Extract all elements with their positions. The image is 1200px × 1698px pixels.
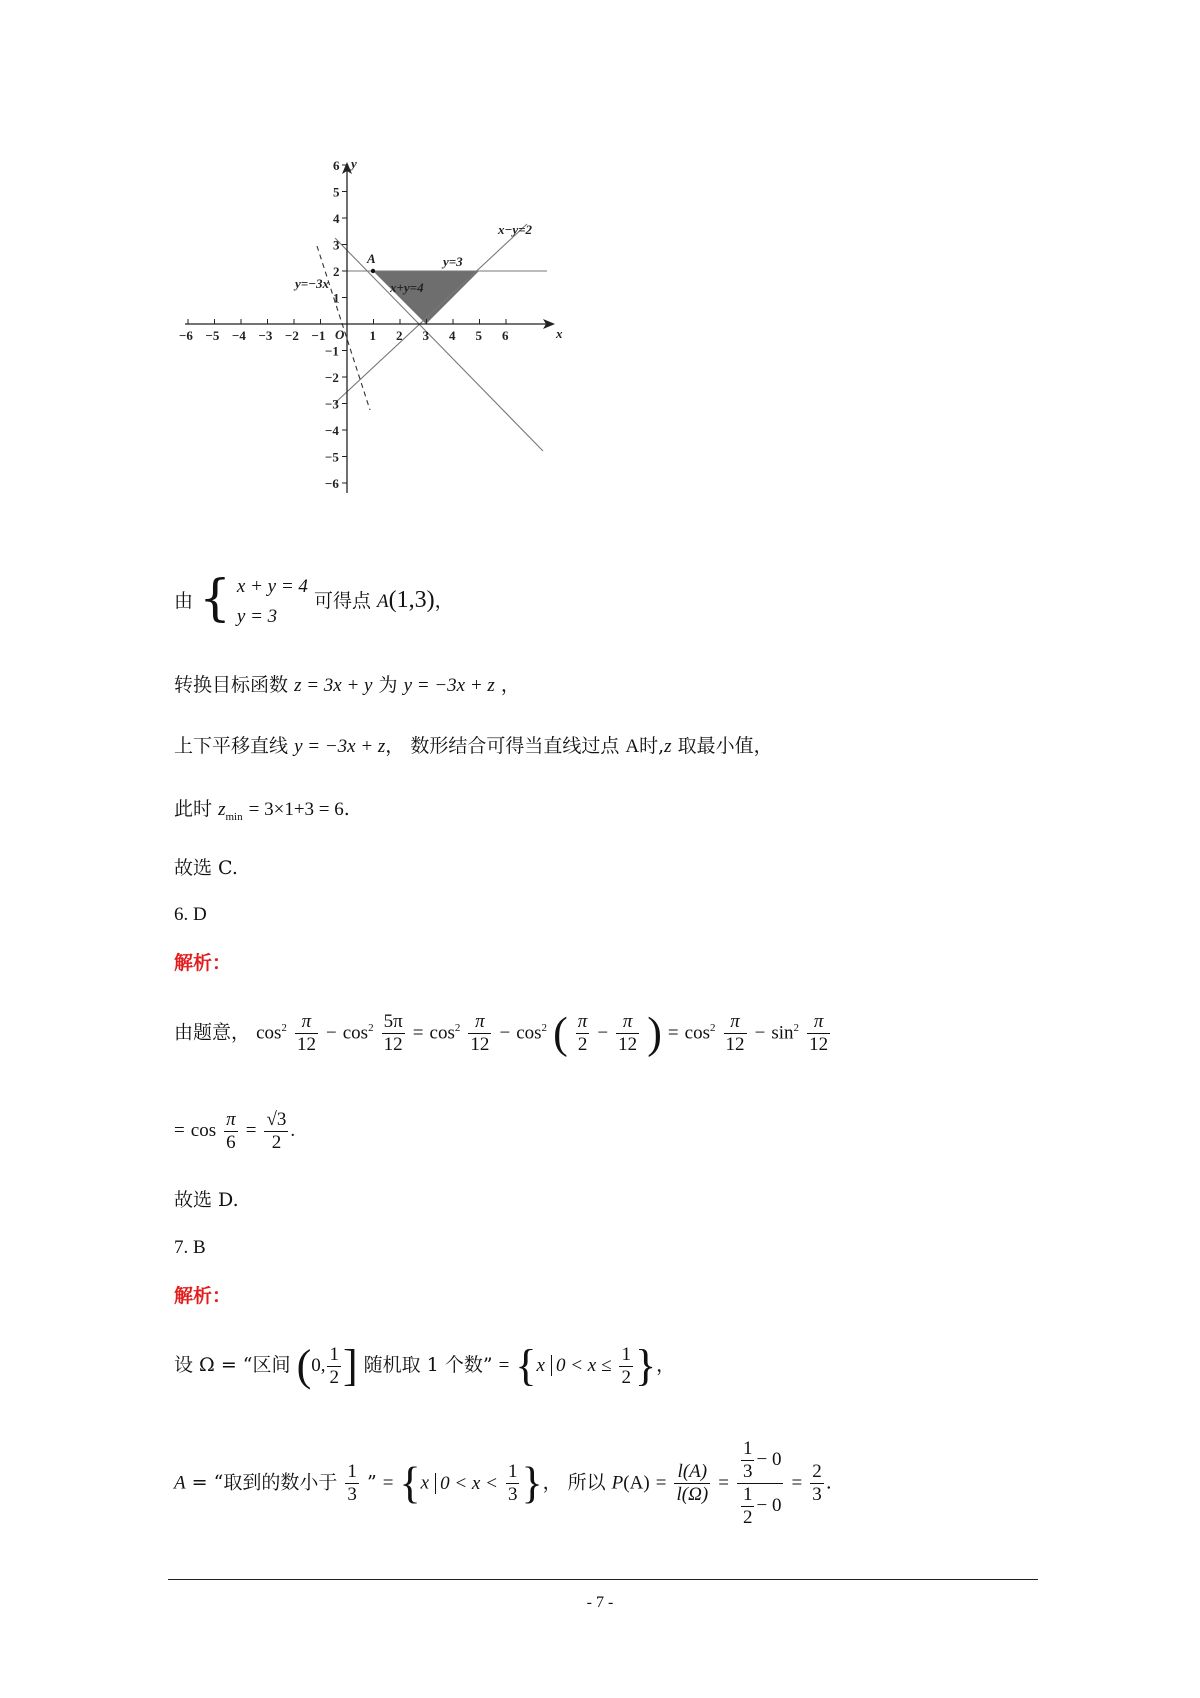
prob-arg: (A): [623, 1472, 650, 1494]
analysis-heading-7: 解析：: [174, 1285, 232, 1307]
equals: =: [667, 1022, 679, 1044]
interval-zero: 0,: [311, 1355, 326, 1376]
punct: .: [343, 798, 350, 820]
set-right: }: [521, 1458, 543, 1508]
den: 2: [577, 1033, 588, 1055]
den: 12: [296, 1033, 316, 1055]
y-tick-label: 6: [333, 158, 340, 173]
line-cos-result: [174, 1105, 295, 1156]
num: 1: [507, 1461, 518, 1482]
text-so: ， 所以: [542, 1471, 606, 1494]
minus: −: [754, 1022, 766, 1044]
answer-5: 故选 C.: [174, 857, 238, 879]
x-tick-label: 3: [422, 328, 429, 343]
equals: =: [791, 1472, 803, 1494]
equals: =: [174, 1120, 185, 1141]
den: 2: [271, 1131, 282, 1153]
square: 2: [281, 1022, 287, 1034]
num: √3: [266, 1108, 287, 1130]
point-a-marker: [371, 269, 375, 273]
x-tick-label: −2: [285, 328, 299, 343]
set-left: {: [399, 1458, 421, 1508]
text-then: 此时: [174, 798, 213, 820]
den: [737, 1484, 783, 1529]
num: [737, 1438, 783, 1484]
line-x-plus-y-eq-4: [335, 238, 543, 451]
den: 12: [725, 1033, 745, 1055]
fraction: [382, 1011, 405, 1056]
equals: =: [412, 1022, 424, 1044]
punct: ，: [434, 590, 454, 612]
den: l(Ω): [676, 1484, 709, 1505]
fraction: [506, 1461, 520, 1506]
origin-label: O: [335, 327, 345, 342]
num: π: [807, 1011, 830, 1034]
fraction: [616, 1011, 639, 1056]
y-tick-label: −5: [325, 449, 339, 465]
line-equation: y = −3x + z: [403, 675, 495, 696]
minus: −: [499, 1022, 511, 1044]
analysis-heading-6: 解析：: [174, 952, 232, 974]
fraction: [741, 1484, 755, 1529]
text-random: 随机取 1 个数”: [363, 1354, 493, 1376]
cos: cos: [190, 1120, 217, 1141]
equals: =: [382, 1472, 394, 1494]
den: 3: [742, 1461, 753, 1482]
square: 2: [793, 1022, 800, 1034]
objective-function: z = 3x + y: [294, 675, 373, 696]
den: 12: [383, 1033, 403, 1055]
event-a: A: [174, 1472, 186, 1494]
num: 2: [812, 1461, 822, 1482]
fraction: [468, 1011, 491, 1056]
x-tick-label: −3: [258, 328, 273, 343]
cos: cos: [516, 1022, 542, 1044]
x-tick-label: 4: [449, 328, 456, 343]
num: π: [616, 1011, 639, 1034]
num: 1: [347, 1461, 357, 1482]
num: π: [724, 1011, 747, 1034]
cos: cos: [429, 1022, 455, 1044]
text-min: 取最小值，: [677, 735, 773, 757]
line-x-minus-y-eq-2: [335, 224, 527, 403]
y-tick-label: −4: [325, 423, 339, 438]
cos: cos: [342, 1022, 369, 1044]
equation-2: y = 3: [236, 606, 278, 627]
fraction: [345, 1461, 359, 1506]
fraction: [224, 1109, 238, 1154]
den: 3: [812, 1484, 822, 1505]
compound-fraction: [737, 1438, 783, 1529]
num: 5π: [383, 1010, 403, 1032]
x-tick-label: 2: [396, 328, 403, 343]
equation-system: [237, 572, 308, 632]
equals: =: [655, 1472, 667, 1494]
minus-zero: − 0: [756, 1448, 782, 1470]
den: 2: [329, 1366, 339, 1388]
footer-rule: [168, 1579, 1038, 1580]
cos: cos: [256, 1022, 282, 1044]
page-number: - 7 -: [586, 1594, 614, 1611]
punct: .: [290, 1120, 296, 1141]
set-left: {: [515, 1341, 537, 1390]
x-tick-label: −1: [311, 328, 326, 343]
den: 2: [742, 1507, 753, 1528]
fraction: [674, 1461, 710, 1506]
num: π: [226, 1108, 236, 1130]
x-tick-label: 5: [475, 328, 482, 343]
text-less-than: = “取到的数小于: [191, 1471, 338, 1494]
text-objective: 转换目标函数: [174, 674, 289, 696]
fraction: [810, 1461, 824, 1506]
label-point-a: A: [367, 251, 376, 266]
y-tick-label: −3: [325, 396, 339, 412]
text-point: 可得点: [313, 590, 371, 612]
answer-6: 故选 D.: [174, 1189, 239, 1211]
y-tick-label: 3: [333, 237, 340, 253]
quote: ”: [366, 1471, 377, 1494]
num: π: [577, 1010, 588, 1032]
num: 1: [742, 1484, 753, 1505]
fraction: [295, 1011, 318, 1056]
den: 12: [809, 1033, 829, 1055]
x-tick-label: 6: [502, 328, 509, 343]
x-tick-label: −6: [179, 328, 193, 343]
equals: =: [718, 1472, 729, 1494]
x-tick-label: −5: [205, 328, 220, 343]
text-translate: 上下平移直线: [174, 735, 289, 757]
set-condition: 0 < x <: [435, 1473, 498, 1494]
system-brace: {: [199, 569, 231, 627]
set-condition: 0 < x ≤: [551, 1355, 611, 1376]
equation-1: x + y = 4: [236, 576, 308, 597]
equals: =: [498, 1355, 510, 1376]
text-you: 由: [174, 590, 194, 612]
y-tick-label: −6: [325, 476, 339, 491]
punct: .: [825, 1471, 832, 1494]
line-objective: [174, 672, 520, 699]
var-z: z: [664, 736, 672, 757]
line-translate: [174, 733, 773, 760]
fraction: [807, 1011, 830, 1056]
line-cos-expression: [174, 1003, 832, 1058]
den: 2: [621, 1366, 631, 1388]
fraction: [327, 1344, 341, 1389]
x-tick-label: −4: [232, 328, 246, 343]
label-y-eq-3: y=3: [443, 254, 463, 269]
den: 6: [226, 1131, 236, 1153]
x-axis-label: x: [556, 326, 563, 341]
y-tick-label: 4: [333, 211, 340, 226]
interval-right: ]: [342, 1341, 358, 1390]
num: 1: [742, 1438, 753, 1459]
text-when: 时,: [639, 735, 665, 757]
square: 2: [368, 1022, 374, 1034]
fraction: [619, 1344, 633, 1389]
text-omega: 设 Ω = “区间: [174, 1354, 291, 1376]
fraction: [741, 1438, 755, 1483]
label-x-plus-y: x+y=4: [390, 280, 424, 295]
fraction: [576, 1011, 590, 1056]
minus-zero: − 0: [756, 1494, 782, 1516]
square: 2: [541, 1022, 548, 1034]
cos: cos: [684, 1022, 710, 1044]
y-tick-label: 2: [333, 264, 340, 279]
var-x: x: [536, 1355, 545, 1376]
fraction: [264, 1109, 288, 1154]
sin: sin: [771, 1022, 794, 1044]
den: 3: [347, 1484, 357, 1505]
line-equation: y = −3x + z: [294, 736, 386, 757]
text-by-problem: 由题意，: [174, 1021, 251, 1044]
y-tick-label: −2: [325, 370, 339, 385]
num: π: [295, 1011, 318, 1034]
num: π: [468, 1011, 491, 1034]
prob-p: P: [611, 1472, 624, 1494]
den: 12: [470, 1033, 490, 1055]
paren-left: (: [553, 1008, 568, 1058]
line-omega: [174, 1340, 675, 1391]
den: 3: [507, 1484, 518, 1505]
var-x: x: [420, 1472, 430, 1494]
text-combine: ， 数形结合可得当直线过点: [385, 735, 620, 757]
y-tick-label: 1: [333, 290, 340, 306]
den: 12: [618, 1033, 638, 1055]
fraction: [724, 1011, 747, 1056]
num: 1: [329, 1343, 339, 1365]
square: 2: [709, 1022, 716, 1034]
paren-right: ): [647, 1008, 662, 1058]
num: l(A): [674, 1461, 710, 1484]
line-zmin: [174, 796, 350, 830]
label-y-neg3x: y=−3x: [295, 276, 330, 291]
minus: −: [325, 1022, 337, 1044]
text-as: 为: [378, 674, 398, 696]
minus: −: [597, 1022, 609, 1044]
coordinate-graph: [179, 156, 585, 548]
punct: ，: [656, 1354, 676, 1376]
point-name: A: [377, 591, 389, 612]
question-7-answer: 7. B: [174, 1237, 206, 1258]
set-right: }: [634, 1341, 657, 1390]
interval-left: (: [296, 1341, 312, 1390]
equals: =: [245, 1120, 257, 1141]
y-tick-label: 5: [333, 184, 340, 200]
var-z: z: [218, 799, 226, 820]
x-tick-label: 1: [369, 328, 376, 343]
zmin-value: = 3×1+3 = 6: [248, 799, 344, 820]
square: 2: [454, 1022, 461, 1034]
y-tick-label: −1: [325, 343, 339, 359]
line-probability: [174, 1438, 832, 1529]
subscript-min: min: [225, 810, 243, 823]
feasible-region: [373, 271, 479, 324]
label-x-minus-y: x−y=2: [498, 222, 533, 237]
point-name: A: [625, 736, 640, 757]
num: 1: [621, 1343, 631, 1365]
y-axis-label: y: [351, 156, 357, 171]
question-6-answer: 6. D: [174, 904, 207, 925]
punct: ，: [500, 674, 520, 696]
line-point-a: [174, 569, 454, 632]
point-coord: (1,3): [388, 587, 435, 613]
